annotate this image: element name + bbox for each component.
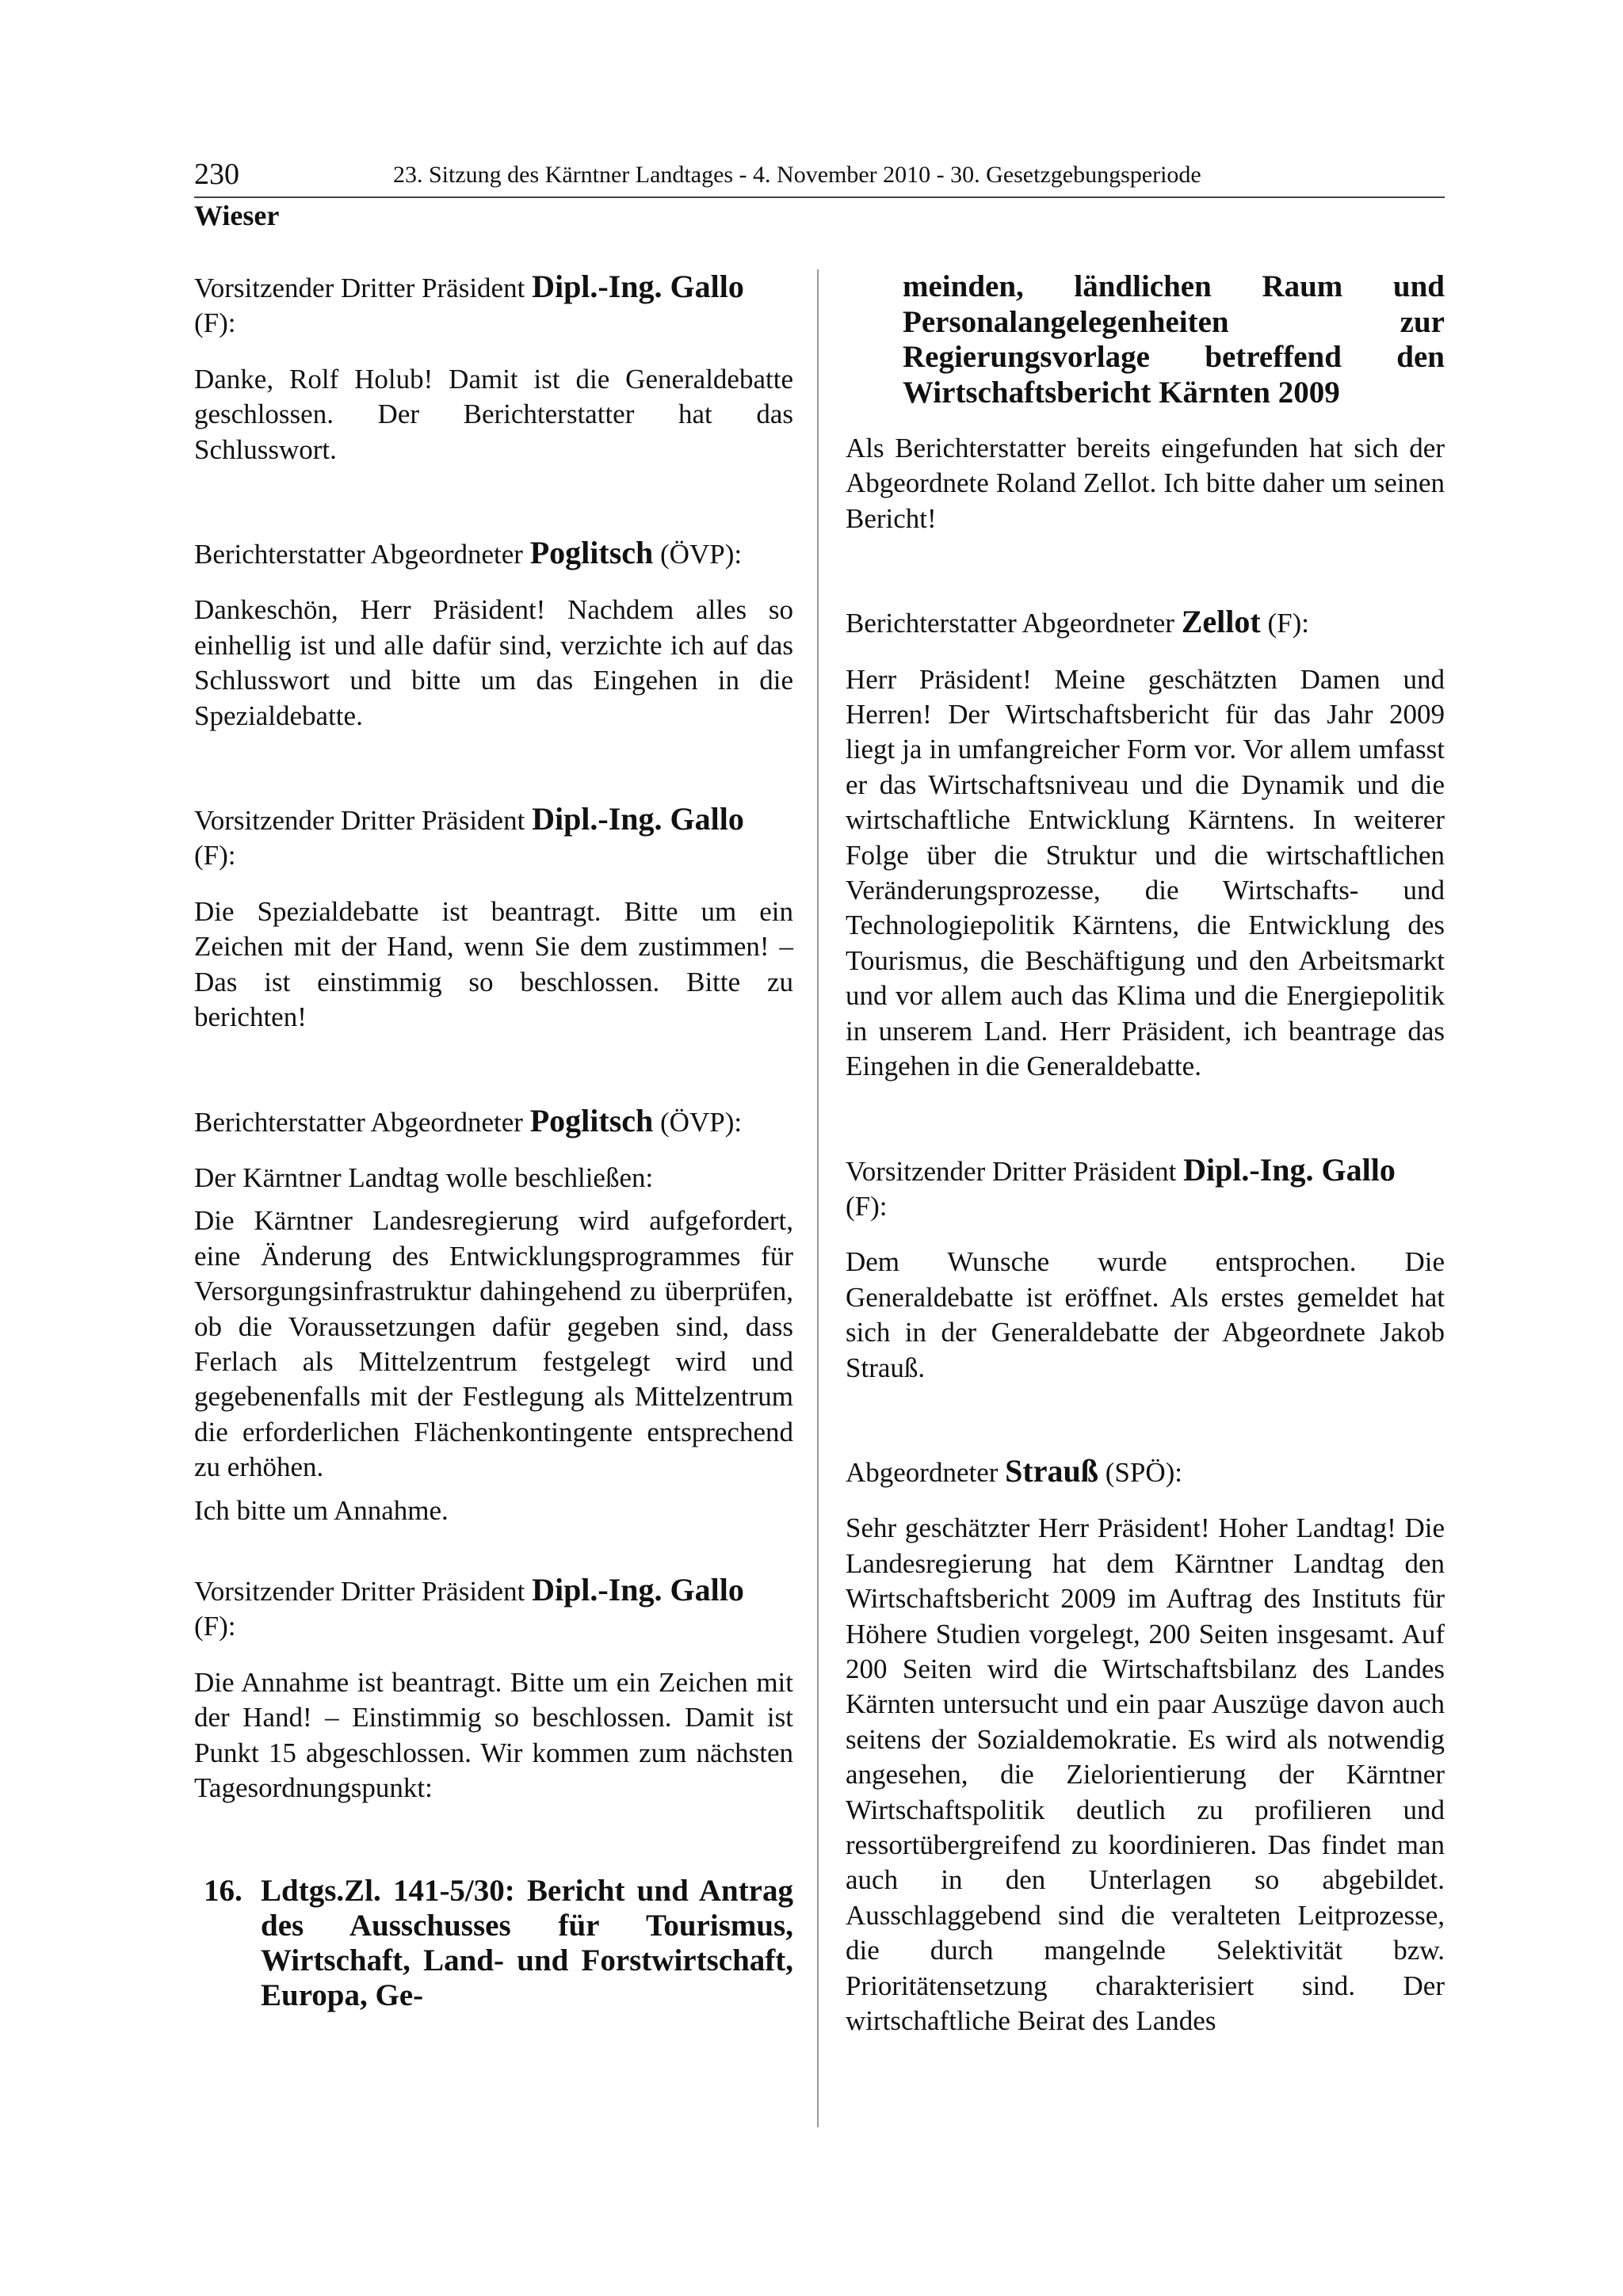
agenda-item	[194, 1874, 793, 2013]
speaker-party: (ÖVP):	[660, 539, 743, 570]
right-column	[846, 269, 1445, 2039]
speaker-heading	[194, 1573, 793, 1645]
speaker-party: (SPÖ):	[1105, 1456, 1182, 1488]
speaker-name: Dipl.-Ing. Gallo	[532, 269, 744, 304]
speaker-tag: Wieser	[194, 200, 280, 231]
paragraph: Herr Präsident! Meine geschätzten Damen und Herren! Der Wirtschaftsbericht für das Jahr 2009 liegt ja in umfangreicher Form vor. Vor allem umfasst er das Wirtschaftsniveau und die Dynamik und die wirtschaftliche Entwicklung Kärntens. In weiterer Folge über die Struktur und die wirtschaftlichen Veränderungsprozesse, die Wirtschafts- und Technologiepolitik Kärntens, die Entwicklung des Tourismus, die Beschäftigung und den Arbeitsmarkt und vor allem auch das Klima und die Energiepolitik in unserem Land. Herr Präsident, ich beantrage das Eingehen in die Generaldebatte.	[846, 663, 1445, 1082]
motion-text: Die Kärntner Landesregierung wird aufgefordert, eine Änderung des Entwicklungsprogrammes für Versorgungsinfrastruktur dahingehend zu überprüfen, ob die Voraussetzungen dafür gegeben sind, dass Ferlach als Mittelzentrum festgelegt wird und gegebenenfalls mit der Festlegung als Mittelzentrum die erforderlichen Flächenkontingente entsprechend zu erhöhen.	[194, 1205, 793, 1483]
speaker-heading	[194, 269, 793, 341]
paragraph: Die Spezialdebatte ist beantragt. Bitte um ein Zeichen mit der Hand, wenn Sie dem zustimmen! – Das ist einstimmig so beschlossen. Bitte zu berichten!	[194, 895, 793, 1033]
speaker-heading	[846, 1454, 1445, 1490]
agenda-title: Ldtgs.Zl. 141-5/30: Bericht und Antrag des Ausschusses für Tourismus, Wirtschaft, Land- und Forstwirtschaft, Europa, Ge-	[261, 1874, 793, 2013]
page-number: 230	[194, 158, 239, 191]
speaker-role: Vorsitzender Dritter Präsident	[194, 1575, 525, 1607]
speaker-name: Dipl.-Ing. Gallo	[1183, 1151, 1396, 1188]
speaker-party: (ÖVP):	[660, 1106, 743, 1138]
running-header: 23. Sitzung des Kärntner Landtages - 4. November 2010 - 30. Gesetzgebungsperiode	[393, 162, 1201, 188]
speaker-name: Poglitsch	[529, 535, 654, 571]
column-divider	[817, 269, 819, 2127]
left-column	[194, 269, 793, 2013]
speaker-name: Zellot	[1181, 604, 1261, 640]
paragraph: Dem Wunsche wurde entsprochen. Die Generaldebatte ist eröffnet. Als erstes gemeldet hat sich in der Generaldebatte der Abgeordnete Jakob Strauß.	[846, 1246, 1445, 1383]
paragraph: Sehr geschätzter Herr Präsident! Hoher Landtag! Die Landesregierung hat dem Kärntner Landtag den Wirtschaftsbericht 2009 im Auftrag des Instituts für Höhere Studien vorgelegt, 200 Seiten insgesamt. Auf 200 Seiten wird die Wirtschaftsbilanz des Landes Kärnten untersucht und ein paar Auszüge davon auch seitens der Sozialdemokratie. Es wird als notwendig angesehen, die Zielorientierung der Kärntner Wirtschaftspolitik deutlich zu profilieren und ressortübergreifend zu koordinieren. Das findet man auch in den Unterlagen so abgebildet. Ausschlaggebend sind die veralteten Leitprozesse, die durch mangelnde Selektivität bzw. Prioritätensetzung charakterisiert sind. Der wirtschaftliche Beirat des Landes	[846, 1512, 1445, 2037]
speaker-heading	[194, 802, 793, 874]
speaker-party: (F):	[194, 1611, 236, 1642]
agenda-number: 16.	[204, 1874, 242, 1909]
speaker-name: Poglitsch	[529, 1102, 654, 1138]
speaker-heading	[846, 605, 1445, 641]
speaker-name: Dipl.-Ing. Gallo	[532, 801, 744, 837]
speaker-heading	[846, 1153, 1445, 1225]
speaker-party: (F):	[846, 1190, 888, 1222]
speaker-role: Berichterstatter Abgeordneter	[194, 539, 523, 570]
paragraph: Dankeschön, Herr Präsident! Nachdem alles so einhellig ist und alle dafür sind, verzichte ich auf das Schlusswort und bitte um das Eingehen in die Spezialdebatte.	[194, 594, 793, 731]
speaker-party: (F):	[1267, 608, 1309, 639]
speaker-role: Berichterstatter Abgeordneter	[846, 608, 1174, 639]
header-rule	[194, 196, 1445, 198]
speaker-role: Vorsitzender Dritter Präsident	[846, 1155, 1177, 1187]
paragraph: Als Berichterstatter bereits eingefunden hat sich der Abgeordnete Roland Zellot. Ich bitte daher um seinen Bericht!	[846, 433, 1445, 534]
paragraph: Ich bitte um Annahme.	[194, 1494, 449, 1526]
speaker-name: Strauß	[1005, 1452, 1098, 1489]
paragraph: Der Kärntner Landtag wolle beschließen:	[194, 1161, 654, 1193]
paragraph: Die Annahme ist beantragt. Bitte um ein Zeichen mit der Hand! – Einstimmig so beschlossen. Damit ist Punkt 15 abgeschlossen. Wir kommen zum nächsten Tagesordnungspunkt:	[194, 1666, 793, 1803]
paragraph: Danke, Rolf Holub! Damit ist die Generaldebatte geschlossen. Der Berichterstatter hat das Schlusswort.	[194, 363, 793, 465]
speaker-party: (F):	[194, 307, 236, 339]
speaker-role: Abgeordneter	[846, 1456, 999, 1488]
speaker-role: Vorsitzender Dritter Präsident	[194, 273, 525, 303]
speaker-heading	[194, 1104, 793, 1140]
speaker-role: Vorsitzender Dritter Präsident	[194, 805, 525, 837]
speaker-name: Dipl.-Ing. Gallo	[532, 1571, 744, 1608]
agenda-title-continuation: meinden, ländlichen Raum und Personalangelegenheiten zur Regierungsvorlage betreffend den Wirtschaftsbericht Kärnten 2009	[903, 269, 1445, 410]
speaker-party: (F):	[194, 840, 236, 871]
speaker-heading	[194, 536, 793, 572]
speaker-role: Berichterstatter Abgeordneter	[194, 1106, 523, 1138]
